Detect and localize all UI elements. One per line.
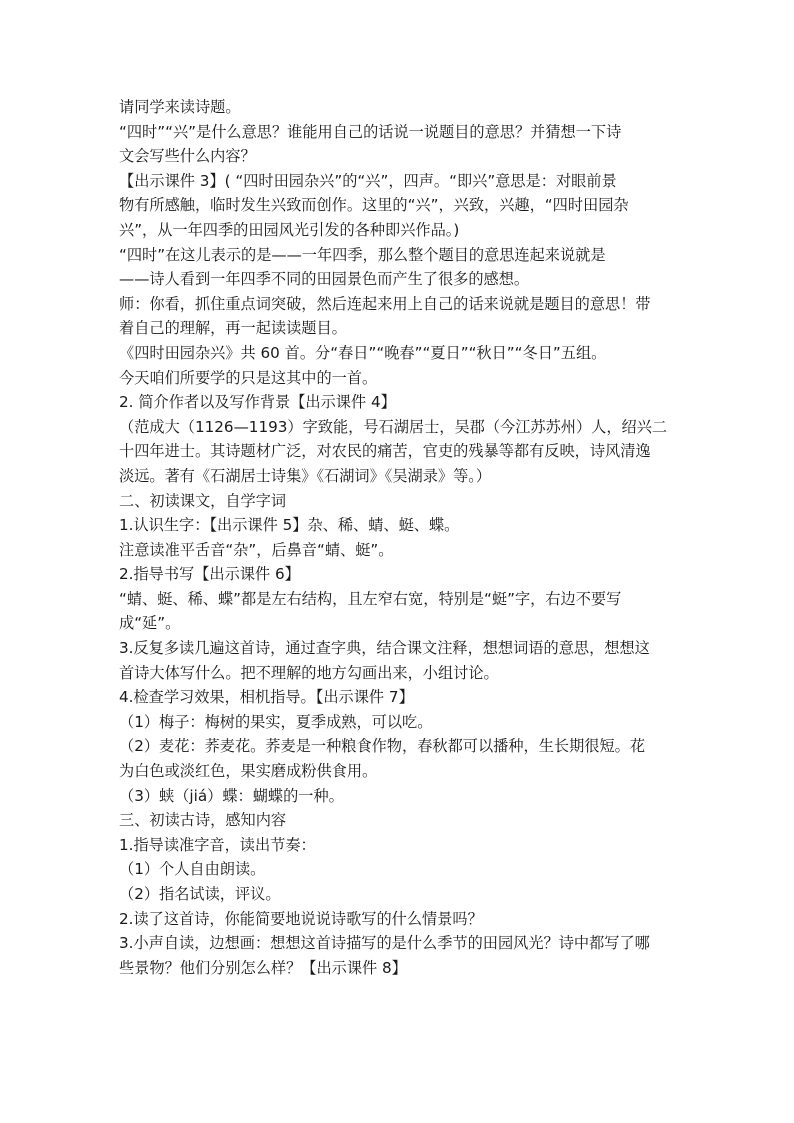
section-heading: 三、初读古诗，感知内容 — [119, 811, 287, 830]
text-line: 为白色或淡红色，果实磨成粉供食用。 — [119, 762, 378, 781]
document-body — [119, 95, 679, 980]
text-line: （1）梅子：梅树的果实，夏季成熟，可以吃。 — [119, 712, 433, 731]
text-line: 1.认识生字：【出示课件 5】杂、稀、蜻、蜓、蝶。 — [119, 516, 460, 535]
text-line: “蜻、蜓、稀、蝶”都是左右结构，且左窄右宽，特别是“蜓”字，右边不要写 — [119, 589, 622, 608]
text-line: 十四年进士。其诗题材广泛，对农民的痛苦，官吏的残暴等都有反映，诗风清逸 — [119, 442, 651, 461]
text-line: 请同学来读诗题。 — [119, 98, 241, 116]
text-line: 2.读了这首诗，你能简要地说说诗歌写的什么情景吗？ — [119, 909, 483, 928]
text-line: 【出示课件 3】( “四时田园杂兴”的“兴”，四声。“即兴”意思是：对眼前景 — [119, 171, 617, 190]
text-line: （2）麦花：荞麦花。荞麦是一种粮食作物，春秋都可以播种，生长期很短。花 — [119, 737, 646, 756]
text-line: 1.指导读准字音，读出节奏： — [119, 835, 316, 854]
text-line: 物有所感触，临时发生兴致而创作。这里的“兴”，兴致，兴趣，“四时田园杂 — [119, 196, 629, 215]
text-line: 师：你看，抓住重点词突破，然后连起来用上自己的话来说就是题目的意思！带 — [119, 294, 651, 313]
text-line: 兴”，从一年四季的田园风光引发的各种即兴作品。) — [119, 220, 460, 239]
text-line: 首诗大体写什么。把不理解的地方勾画出来，小组讨论。 — [119, 663, 499, 682]
text-line: 注意读准平舌音“杂”，后鼻音“蜻、蜓”。 — [119, 540, 394, 559]
text-line: “四时”在这儿表示的是——一年四季，那么整个题目的意思连起来说就是 — [119, 245, 606, 264]
text-line: 2.指导书写【出示课件 6】 — [119, 565, 300, 584]
text-line: 《四时田园杂兴》共 60 首。分“春日”“晚春”“夏日”“秋日”“冬日”五组。 — [119, 343, 607, 362]
text-line: 3.反复多读几遍这首诗，通过查字典，结合课文注释，想想词语的意思，想想这 — [119, 639, 650, 658]
text-line: （2）指名试读，评议。 — [119, 885, 281, 903]
text-line: （范成大（1126—1193）字致能，号石湖居士，吴郡（今江苏苏州）人，绍兴二 — [119, 417, 668, 436]
text-line: “四时”“兴”是什么意思？谁能用自己的话说一说题目的意思？并猜想一下诗 — [119, 122, 622, 141]
text-line: 淡远。著有《石湖居士诗集》《石湖词》《吴湖录》等。） — [119, 466, 492, 485]
section-heading: 2. 简介作者以及写作背景【出示课件 4】 — [119, 393, 396, 412]
text-line: 4.检查学习效果，相机指导。【出示课件 7】 — [119, 688, 414, 707]
text-line: ——诗人看到一年四季不同的田园景色而产生了很多的感想。 — [119, 270, 530, 289]
text-line: 今天咱们所要学的只是这其中的一首。 — [119, 368, 378, 387]
text-line: （1）个人自由朗读。 — [119, 860, 266, 879]
text-line: 3.小声自读，边想画：想想这首诗描写的是什么季节的田园风光？诗中都写了哪 — [119, 934, 650, 953]
section-heading: 二、初读课文，自学字词 — [119, 491, 287, 510]
text-line: 着自己的理解，再一起读读题目。 — [119, 319, 347, 338]
text-line: （3）蛱（jiá）蝶：蝴蝶的一种。 — [119, 786, 344, 805]
text-line: 成“延”。 — [119, 614, 181, 633]
text-line: 些景物？他们分别怎么样？【出示课件 8】 — [119, 958, 407, 977]
text-line: 文会写些什么内容？ — [119, 147, 256, 166]
